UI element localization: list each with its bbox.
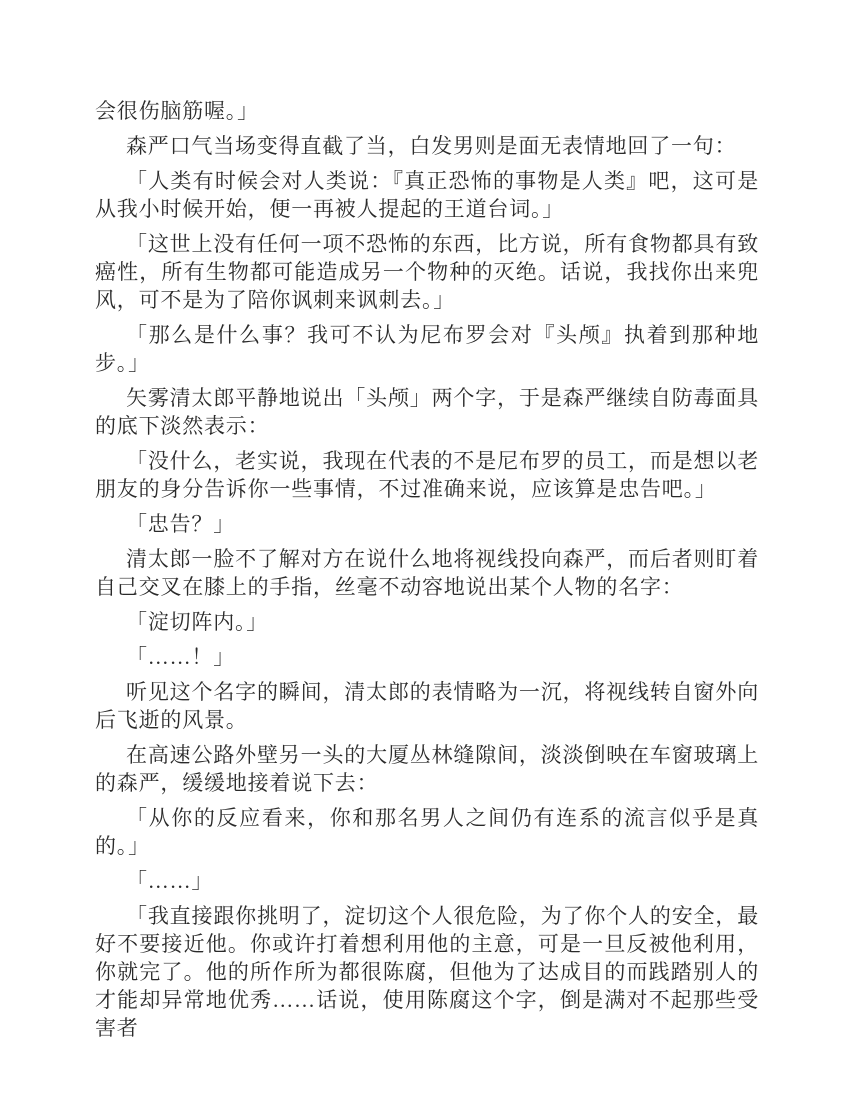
text-column (95, 97, 759, 1042)
paragraph: 「淀切阵内。」 (126, 610, 269, 634)
paragraph: 「从你的反应看来，你和那名男人之间仍有连系的流言似乎是真的。」 (95, 806, 759, 858)
paragraph: 会很伤脑筋喔。」 (95, 99, 259, 123)
paragraph: 「……」 (126, 869, 214, 893)
paragraph: 「这世上没有任何一项不恐怖的东西，比方说，所有食物都具有致癌性，所有生物都可能造成另一个物种的灭绝。话说，我找你出来兜风，可不是为了陪你讽刺来讽刺去。」 (95, 232, 759, 312)
paragraph: 「没什么，老实说，我现在代表的不是尼布罗的员工，而是想以老朋友的身分告诉你一些事情，不过准确来说，应该算是忠告吧。」 (95, 449, 759, 501)
paragraph: 清太郎一脸不了解对方在说什么地将视线投向森严，而后者则盯着自己交叉在膝上的手指，丝毫不动容地说出某个人物的名字： (95, 547, 759, 599)
paragraph: 矢雾清太郎平静地说出「头颅」两个字，于是森严继续自防毒面具的底下淡然表示： (95, 386, 759, 438)
paragraph: 「那么是什么事？我可不认为尼布罗会对『头颅』执着到那种地步。」 (95, 323, 759, 375)
paragraph: 听见这个名字的瞬间，清太郎的表情略为一沉，将视线转自窗外向后飞逝的风景。 (95, 680, 759, 732)
paragraph: 「……！」 (126, 645, 235, 669)
paragraph: 「人类有时候会对人类说：『真正恐怖的事物是人类』吧，这可是从我小时候开始，便一再被人提起的王道台词。」 (95, 169, 759, 221)
paragraph: 在高速公路外壁另一头的大厦丛林缝隙间，淡淡倒映在车窗玻璃上的森严，缓缓地接着说下去： (95, 743, 759, 795)
paragraph: 「我直接跟你挑明了，淀切这个人很危险，为了你个人的安全，最好不要接近他。你或许打着想利用他的主意，可是一旦反被他利用，你就完了。他的所作所为都很陈腐，但他为了达成目的而践踏别人的才能却异常地优秀……话说，使用陈腐这个字，倒是满对不起那些受害者 (95, 904, 759, 1040)
paragraph: 森严口气当场变得直截了当，白发男则是面无表情地回了一句： (126, 134, 737, 158)
paragraph: 「忠告？」 (126, 512, 235, 536)
